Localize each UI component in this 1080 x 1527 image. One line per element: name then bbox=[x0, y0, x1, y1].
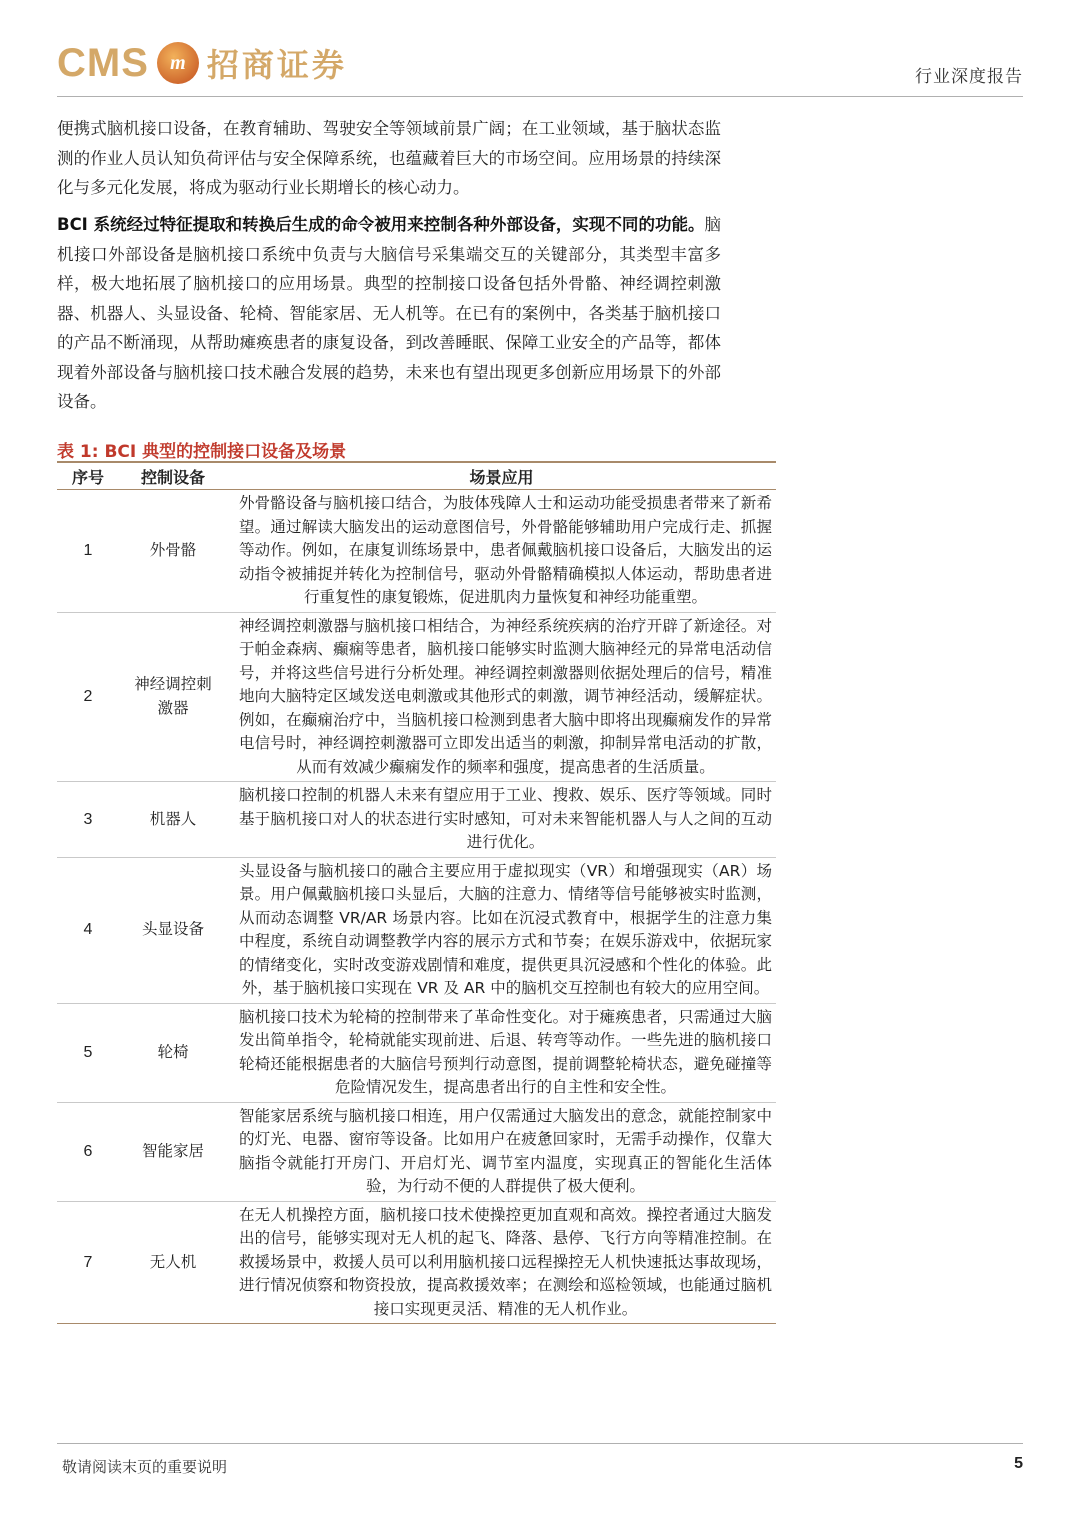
footer-divider bbox=[57, 1443, 1023, 1444]
device-table-container bbox=[57, 461, 776, 1324]
paragraph-body-text: 脑机接口外部设备是脑机接口系统中负责与大脑信号采集端交互的关键部分，其类型丰富多样，极大地拓展了脑机接口的应用场景。典型的控制接口设备包括外骨骼、神经调控刺激器、机器人、头显设备、轮椅、智能家居、无人机等。在已有的案例中，各类基于脑机接口的产品不断涌现，从帮助瘫痪患者的康复设备，到改善睡眠、保障工业安全的产品等，都体现着外部设备与脑机接口技术融合发展的趋势，未来也有望出现更多创新应用场景下的外部设备。 bbox=[57, 215, 721, 411]
row-application: 头显设备与脑机接口的融合主要应用于虚拟现实（VR）和增强现实（AR）场景。用户佩戴脑机接口头显后，大脑的注意力、情绪等信号能够被实时监测，从而动态调整 VR/AR 场景内容。比如在沉浸式教育中，根据学生的注意力集中程度，系统自动调整教学内容的展示方式和节奏；在娱乐游戏中，依据玩家的情绪变化，实时改变游戏剧情和难度，提供更具沉浸感和个性化的体验。此外，基于脑机接口实现在 VR 及 AR 中的脑机交互控制也有较大的应用空间。 bbox=[227, 857, 776, 1003]
row-application: 外骨骼设备与脑机接口结合，为肢体残障人士和运动功能受损患者带来了新希望。通过解读大脑发出的运动意图信号，外骨骼能够辅助用户完成行走、抓握等动作。例如，在康复训练场景中，患者佩戴脑机接口设备后，大脑发出的运动指令被捕捉并转化为控制信号，驱动外骨骼精确模拟人体运动，帮助患者进行重复性的康复锻炼，促进肌肉力量恢复和神经功能重塑。 bbox=[227, 490, 776, 613]
table-row bbox=[57, 490, 776, 613]
row-application: 智能家居系统与脑机接口相连，用户仅需通过大脑发出的意念，就能控制家中的灯光、电器、窗帘等设备。比如用户在疲惫回家时，无需手动操作，仅靠大脑指令就能打开房门、开启灯光、调节室内温度，实现真正的智能化生活体验，为行动不便的人群提供了极大便利。 bbox=[227, 1102, 776, 1201]
row-device: 智能家居 bbox=[119, 1102, 227, 1201]
row-number: 7 bbox=[57, 1201, 119, 1324]
table-row bbox=[57, 1201, 776, 1324]
row-number: 3 bbox=[57, 782, 119, 858]
row-device: 无人机 bbox=[119, 1201, 227, 1324]
row-application: 在无人机操控方面，脑机接口技术使操控更加直观和高效。操控者通过大脑发出的信号，能够实现对无人机的起飞、降落、悬停、飞行方向等精准控制。在救援场景中，救援人员可以利用脑机接口远程操控无人机快速抵达事故现场，进行情况侦察和物资投放，提高救援效率；在测绘和巡检领域，也能通过脑机接口实现更灵活、精准的无人机作业。 bbox=[227, 1201, 776, 1324]
table-row bbox=[57, 1003, 776, 1102]
row-number: 1 bbox=[57, 490, 119, 613]
row-number: 2 bbox=[57, 612, 119, 782]
row-device: 头显设备 bbox=[119, 857, 227, 1003]
row-number: 4 bbox=[57, 857, 119, 1003]
row-number: 6 bbox=[57, 1102, 119, 1201]
table-row bbox=[57, 857, 776, 1003]
row-application: 脑机接口技术为轮椅的控制带来了革命性变化。对于瘫痪患者，只需通过大脑发出简单指令，轮椅就能实现前进、后退、转弯等动作。一些先进的脑机接口轮椅还能根据患者的大脑信号预判行动意图，提前调整轮椅状态，避免碰撞等危险情况发生，提高患者出行的自主性和安全性。 bbox=[227, 1003, 776, 1102]
table-title: 表 1: BCI 典型的控制接口设备及场景 bbox=[57, 442, 347, 462]
page-number: 5 bbox=[1014, 1455, 1023, 1472]
logo-badge-icon: m bbox=[157, 42, 199, 84]
row-device: 轮椅 bbox=[119, 1003, 227, 1102]
device-scenario-table bbox=[57, 461, 776, 1324]
table-row bbox=[57, 1102, 776, 1201]
row-application: 脑机接口控制的机器人未来有望应用于工业、搜救、娱乐、医疗等领域。同时基于脑机接口对人的状态进行实时感知，可对未来智能机器人与人之间的互动进行优化。 bbox=[227, 782, 776, 858]
header-divider bbox=[57, 96, 1023, 97]
row-device: 外骨骼 bbox=[119, 490, 227, 613]
disclaimer-note: 敬请阅读末页的重要说明 bbox=[62, 1458, 228, 1476]
row-device: 机器人 bbox=[119, 782, 227, 858]
logo-chinese-text: 招商证券 bbox=[206, 46, 347, 84]
cms-logo bbox=[57, 38, 347, 88]
header-device: 控制设备 bbox=[119, 462, 227, 490]
body-paragraph-1: 便携式脑机接口设备，在教育辅助、驾驶安全等领域前景广阔；在工业领域，基于脑状态监测的作业人员认知负荷评估与安全保障系统，也蕴藏着巨大的市场空间。应用场景的持续深化与多元化发展，将成为驱动行业长期增长的核心动力。 bbox=[57, 119, 721, 197]
row-application: 神经调控刺激器与脑机接口相结合，为神经系统疾病的治疗开辟了新途径。对于帕金森病、癫痫等患者，脑机接口能够实时监测大脑神经元的异常电活动信号，并将这些信号进行分析处理。神经调控刺激器则依据处理后的信号，精准地向大脑特定区域发送电刺激或其他形式的刺激，调节神经活动，缓解症状。例如，在癫痫治疗中，当脑机接口检测到患者大脑中即将出现癫痫发作的异常电信号时，神经调控刺激器可立即发出适当的刺激，抑制异常电活动的扩散，从而有效减少癫痫发作的频率和强度，提高患者的生活质量。 bbox=[227, 612, 776, 782]
report-type-label: 行业深度报告 bbox=[915, 67, 1023, 87]
table-row bbox=[57, 612, 776, 782]
header-application: 场景应用 bbox=[227, 462, 776, 490]
paragraph-lead-sentence: BCI 系统经过特征提取和转换后生成的命令被用来控制各种外部设备，实现不同的功能。 bbox=[57, 215, 705, 234]
header-no: 序号 bbox=[57, 462, 119, 490]
row-device: 神经调控刺激器 bbox=[119, 612, 227, 782]
table-header-row bbox=[57, 462, 776, 490]
row-number: 5 bbox=[57, 1003, 119, 1102]
page-header bbox=[57, 38, 1023, 98]
table-row bbox=[57, 782, 776, 858]
body-paragraph-2 bbox=[57, 210, 721, 417]
logo-latin-text: CMS bbox=[57, 40, 149, 85]
